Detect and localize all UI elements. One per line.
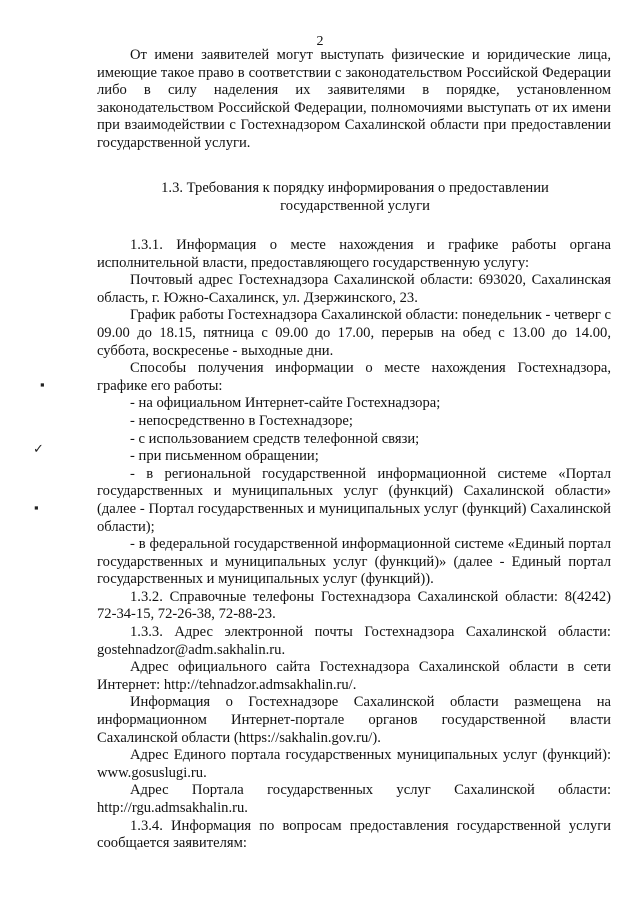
intro-paragraph: От имени заявителей могут выступать физические и юридические лица, имеющие такое право в соответствии с законодательством Российской Федерации либо в силу наделения их заявителями в порядке, установленном законодательством Российской Федерации, полномочиями выступать от их имени при взаимодействии с Гостехнадзором Сахалинской области при предоставлении государственной услуги. (97, 47, 611, 151)
page-number: 2 (316, 34, 324, 49)
section-heading-line-2: государственной услуги (280, 197, 430, 214)
scan-mark-1: ▪ (40, 377, 45, 392)
intro-paragraph-block (97, 47, 611, 153)
paragraph-1-3-3-email: 1.3.3. Адрес электронной почты Гостехнадзора Сахалинской области: gostehnadzor@adm.sakhalin.ru. (97, 624, 611, 658)
scan-mark-2: ✓ (33, 441, 44, 456)
paragraph-info-methods: Способы получения информации о месте нахождения Гостехнадзора, графике его работы: (97, 360, 611, 394)
list-item-phone: - с использованием средств телефонной связи; (130, 430, 420, 447)
section-heading (100, 180, 610, 215)
list-item-federal-portal: - в федеральной государственной информационной системе «Единый портал государственных и муниципальных услуг (функций)» (далее - Единый портал государственных и муниципальных услуг (функций)). (97, 536, 611, 588)
body-text (97, 237, 611, 853)
paragraph-1-3-1: 1.3.1. Информация о месте нахождения и графике работы органа исполнительной власти, предоставляющего государственную услугу: (97, 237, 611, 271)
paragraph-work-schedule: График работы Гостехнадзора Сахалинской области: понедельник - четверг с 09.00 до 18.15, пятница с 09.00 до 17.00, перерыв на обед с 13.00 до 14.00, суббота, воскресенье - выходные дни. (97, 307, 611, 359)
list-item-written: - при письменном обращении; (130, 448, 319, 465)
scan-mark-3: ▪ (34, 500, 39, 515)
list-item-website: - на официальном Интернет-сайте Гостехнадзора; (130, 395, 441, 412)
paragraph-rgu: Адрес Портала государственных услуг Сахалинской области: http://rgu.admsakhalin.ru. (97, 782, 611, 816)
paragraph-website: Адрес официального сайта Гостехнадзора Сахалинской области в сети Интернет: http://tehnadzor.admsakhalin.ru/. (97, 659, 611, 693)
paragraph-1-3-2-phones: 1.3.2. Справочные телефоны Гостехнадзора Сахалинской области: 8(4242) 72-34-15, 72-26-38, 72-88-23. (97, 588, 611, 623)
paragraph-gosuslugi: Адрес Единого портала государственных муниципальных услуг (функций): www.gosuslugi.ru. (97, 747, 611, 781)
section-heading-line-1: 1.3. Требования к порядку информирования о предоставлении (161, 180, 549, 196)
paragraph-postal-address: Почтовый адрес Гостехнадзора Сахалинской области: 693020, Сахалинская область, г. Южно-Сахалинск, ул. Дзержинского, 23. (97, 272, 611, 306)
paragraph-1-3-4: 1.3.4. Информация по вопросам предоставления государственной услуги сообщается заявителям: (97, 817, 611, 852)
paragraph-regional-portal-info: Информация о Гостехнадзоре Сахалинской области размещена на информационном Интернет-портале органов государственной власти Сахалинской области (https://sakhalin.gov.ru/). (97, 694, 611, 746)
list-item-regional-portal: - в региональной государственной информационной системе «Портал государственных и муниципальных услуг (функций) Сахалинской области» (далее - Портал государственных и муниципальных услуг (функций) Сахалинской области); (97, 465, 611, 535)
list-item-in-person: - непосредственно в Гостехнадзоре; (130, 412, 353, 429)
